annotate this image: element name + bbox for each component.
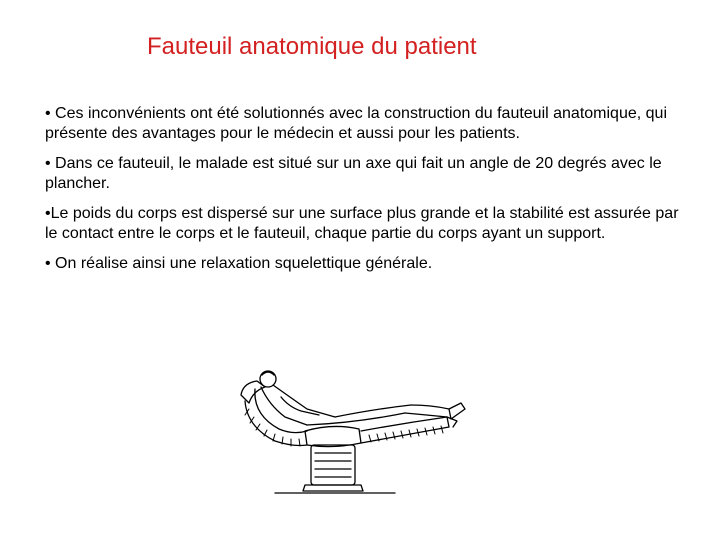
slide-title: Fauteuil anatomique du patient: [147, 33, 477, 60]
bullet-item: • Ces inconvénients ont été solutionnés avec la construction du fauteuil anatomique, qui présente des avantages pour le médecin et aussi pour les patients.: [45, 105, 667, 142]
chair-seat: [305, 426, 361, 446]
chair-legrest: [361, 417, 449, 443]
anatomic-chair-illustration: [235, 365, 480, 495]
bullet-item: • On réalise ainsi une relaxation squelettique générale.: [45, 255, 433, 272]
chair-backrest: [245, 401, 307, 446]
bullet-item: • Dans ce fauteuil, le malade est situé sur un axe qui fait un angle de 20 degrés avec le plancher.: [45, 155, 662, 192]
chair-pedestal: [303, 445, 363, 491]
bullet-list: [45, 104, 685, 284]
bullet-item: •Le poids du corps est dispersé sur une surface plus grande et la stabilité est assurée par le contact entre le corps et le fauteuil, chaque partie du corps ayant un support.: [45, 205, 679, 242]
